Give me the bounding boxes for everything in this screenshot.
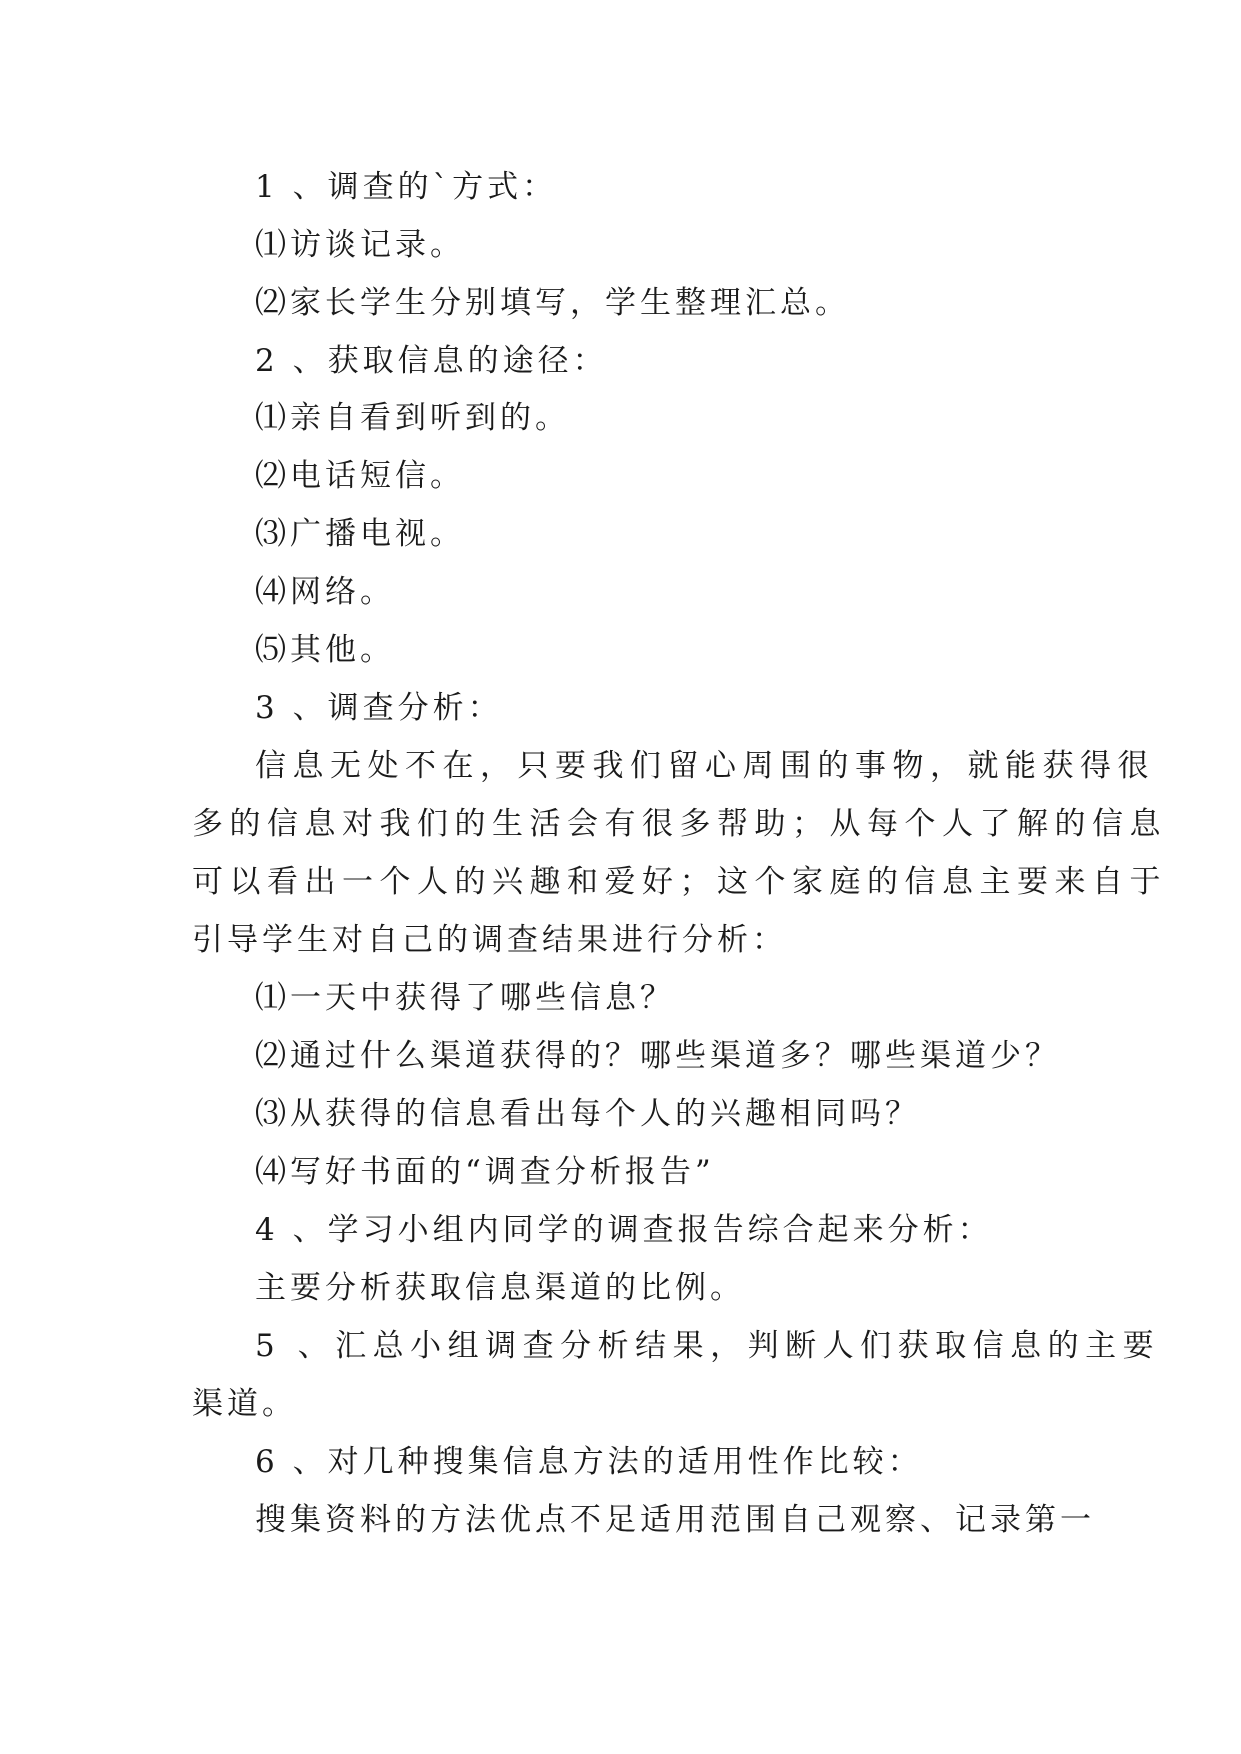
paragraph-line: 渠道。	[192, 1386, 297, 1422]
heading-survey-method: 1 、调查的`方式：	[255, 169, 558, 205]
list-item: ⑶广播电视。	[255, 516, 465, 552]
heading-group-analysis: 4 、学习小组内同学的调查报告综合起来分析：	[255, 1212, 993, 1248]
paragraph-line: 引导学生对自己的调查结果进行分析：	[192, 922, 787, 958]
list-item: ⑴访谈记录。	[255, 227, 465, 263]
list-item: ⑷网络。	[255, 574, 395, 610]
list-item: ⑵通过什么渠道获得的？哪些渠道多？哪些渠道少？	[255, 1038, 1060, 1074]
heading-info-channels: 2 、获取信息的途径：	[255, 343, 608, 379]
list-item: ⑸其他。	[255, 632, 395, 668]
list-item: ⑵电话短信。	[255, 458, 465, 494]
list-item: ⑶从获得的信息看出每个人的兴趣相同吗？	[255, 1096, 920, 1132]
paragraph-line: 主要分析获取信息渠道的比例。	[255, 1270, 745, 1306]
list-item: ⑴亲自看到听到的。	[255, 400, 570, 436]
heading-survey-analysis: 3 、调查分析：	[255, 690, 503, 726]
paragraph-line: 可以看出一个人的兴趣和爱好；这个家庭的信息主要来自于	[192, 864, 1167, 900]
list-item: ⑴一天中获得了哪些信息？	[255, 980, 675, 1016]
heading-method-comparison: 6 、对几种搜集信息方法的适用性作比较：	[255, 1444, 923, 1480]
list-item: ⑵家长学生分别填写，学生整理汇总。	[255, 285, 850, 321]
paragraph-line: 搜集资料的方法优点不足适用范围自己观察、记录第一	[255, 1502, 1095, 1538]
heading-summary: 5 、汇总小组调查分析结果，判断人们获取信息的主要	[255, 1328, 1161, 1364]
paragraph-line: 信息无处不在，只要我们留心周围的事物，就能获得很	[255, 748, 1155, 784]
list-item: ⑷写好书面的“调查分析报告”	[255, 1154, 715, 1190]
paragraph-line: 多的信息对我们的生活会有很多帮助；从每个人了解的信息	[192, 806, 1167, 842]
